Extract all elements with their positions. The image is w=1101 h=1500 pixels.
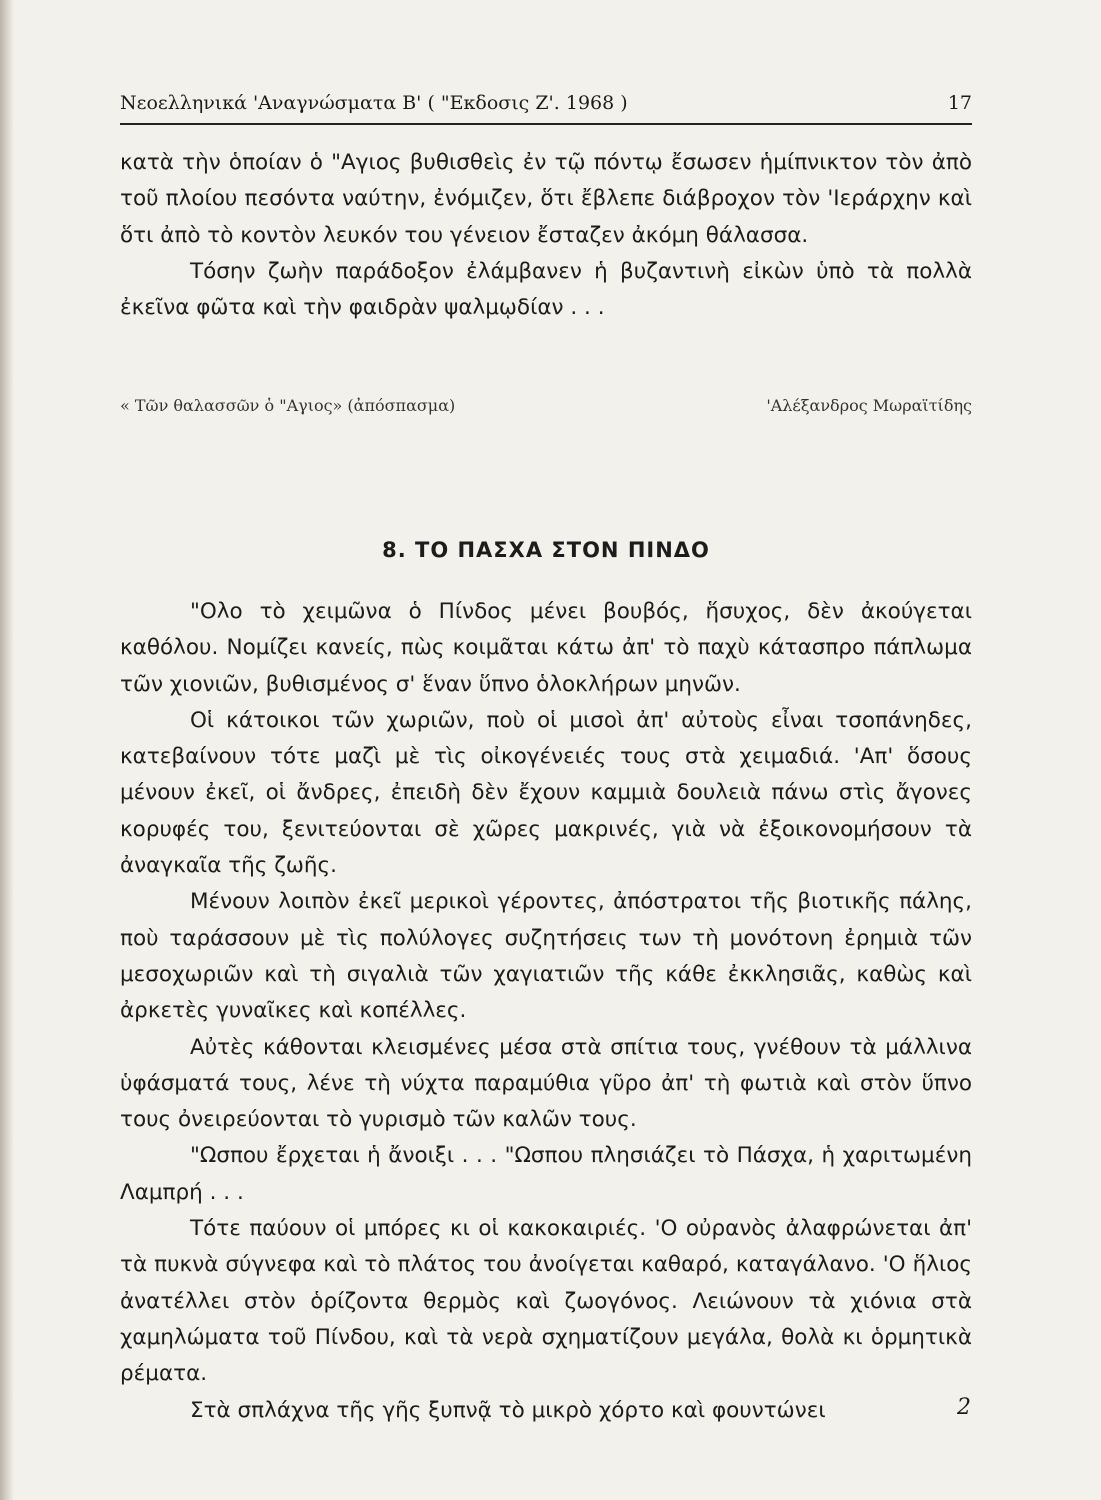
running-header <box>120 92 972 125</box>
paragraph: κατὰ τὴν ὁποίαν ὁ "Αγιος βυθισθεὶς ἐν τῷ πόντῳ ἔσωσεν ἡμίπνικτον τὸν ἀπὸ τοῦ πλοίου πεσόντα ναύτην, ἐνόμιζεν, ὅτι ἔβλεπε διάβροχον τὸν 'Ιεράρχην καὶ ὅτι ἀπὸ τὸ κοντὸν λευκόν του γένειον ἔσταζεν ἀκόμη θάλασσα. <box>120 150 972 248</box>
signature-mark: 2 <box>957 1395 971 1420</box>
running-header-title: Νεοελληνικά 'Αναγνώσματα Β' ( "Εκδοσις Ζ'. 1968 ) <box>120 92 628 114</box>
paragraph: "Ωσπου ἔρχεται ἡ ἄνοιξι . . . "Ωσπου πλησιάζει τὸ Πάσχα, ἡ χαριτωμένη Λαμπρή . . . <box>120 1143 972 1205</box>
paragraph: Οἱ κάτοικοι τῶν χωριῶν, ποὺ οἱ μισοὶ ἀπ' αὐτοὺς εἶναι τσοπάνηδες, κατεβαίνουν τότε μαζὶ μὲ τὶς οἰκογένειές τους στὰ χειμαδιά. 'Απ' ὅσους μένουν ἐκεῖ, οἱ ἄνδρες, ἐπειδὴ δὲν ἔχουν καμμιὰ δουλειὰ πάνω στὶς ἄγονες κορυφές του, ξενιτεύονται σὲ χῶρες μακρινές, γιὰ νὰ ἐξοικονομήσουν τὰ ἀναγκαῖα τῆς ζωῆς. <box>120 707 972 879</box>
citation-author: 'Αλέξανδρος Μωραϊτίδης <box>766 396 972 415</box>
paragraph: Στὰ σπλάχνα τῆς γῆς ξυπνᾷ τὸ μικρὸ χόρτο καὶ φουντώνει <box>190 1397 826 1423</box>
paragraph: Τότε παύουν οἱ μπόρες κι οἱ κακοκαιριές. 'Ο οὐρανὸς ἀλαφρώνεται ἀπ' τὰ πυκνὰ σύγνεφα καὶ τὸ πλάτος του ἀνοίγεται καθαρό, καταγάλανο. 'Ο ἥλιος ἀνατέλλει στὸν ὁρίζοντα θερμὸς καὶ ζωογόνος. Λειώνουν τὰ χιόνια στὰ χαμηλώματα τοῦ Πίνδου, καὶ τὰ νερὰ σχηματίζουν μεγάλα, θολὰ κι ὁρμητικὰ ρέματα. <box>120 1216 972 1387</box>
paragraph: Αὐτὲς κάθονται κλεισμένες μέσα στὰ σπίτια τους, γνέθουν τὰ μάλλινα ὑφάσματά τους, λένε τὴ νύχτα παραμύθια γῦρο ἀπ' τὴ φωτιὰ καὶ στὸν ὕπνο τους ὀνειρεύονται τὸ γυρισμὸ τῶν καλῶν τους. <box>120 1034 972 1133</box>
citation-source: « Τῶν θαλασσῶν ὁ "Αγιος» (ἀπόσπασμα) <box>120 396 456 415</box>
page-spine-shadow <box>0 0 14 1500</box>
chapter-body <box>120 594 972 1429</box>
paragraph: Τόσην ζωὴν παράδοξον ἐλάμβανεν ἡ βυζαντινὴ εἰκὼν ὑπὸ τὰ πολλὰ ἐκεῖνα φῶτα καὶ τὴν φαιδρὰν ψαλμῳδίαν . . . <box>120 258 972 321</box>
previous-text-block <box>120 145 972 326</box>
page-number: 17 <box>947 92 972 114</box>
paragraph: "Ολο τὸ χειμῶνα ὁ Πίνδος μένει βουβός, ἥσυχος, δὲν ἀκούγεται καθόλου. Νομίζει κανείς, πὼς κοιμᾶται κάτω ἀπ' τὸ παχὺ κάτασπρο πάπλωμα τῶν χιονιῶν, βυθισμένος σ' ἕναν ὕπνο ὁλοκλήρων μηνῶν. <box>120 599 972 697</box>
chapter-title: 8. ΤΟ ΠΑΣΧΑ ΣΤΟΝ ΠΙΝΔΟ <box>382 538 710 562</box>
paragraph: Μένουν λοιπὸν ἐκεῖ μερικοὶ γέροντες, ἀπόστρατοι τῆς βιοτικῆς πάλης, ποὺ ταράσσουν μὲ τὶς πολύλογες συζητήσεις των τὴ μονότονη ἐρημιὰ τῶν μεσοχωριῶν καὶ τὴ σιγαλιὰ τῶν χαγιατιῶν τῆς κάθε ἐκκλησιᾶς, καθὼς καὶ ἀρκετὲς γυναῖκες καὶ κοπέλλες. <box>120 889 972 1024</box>
